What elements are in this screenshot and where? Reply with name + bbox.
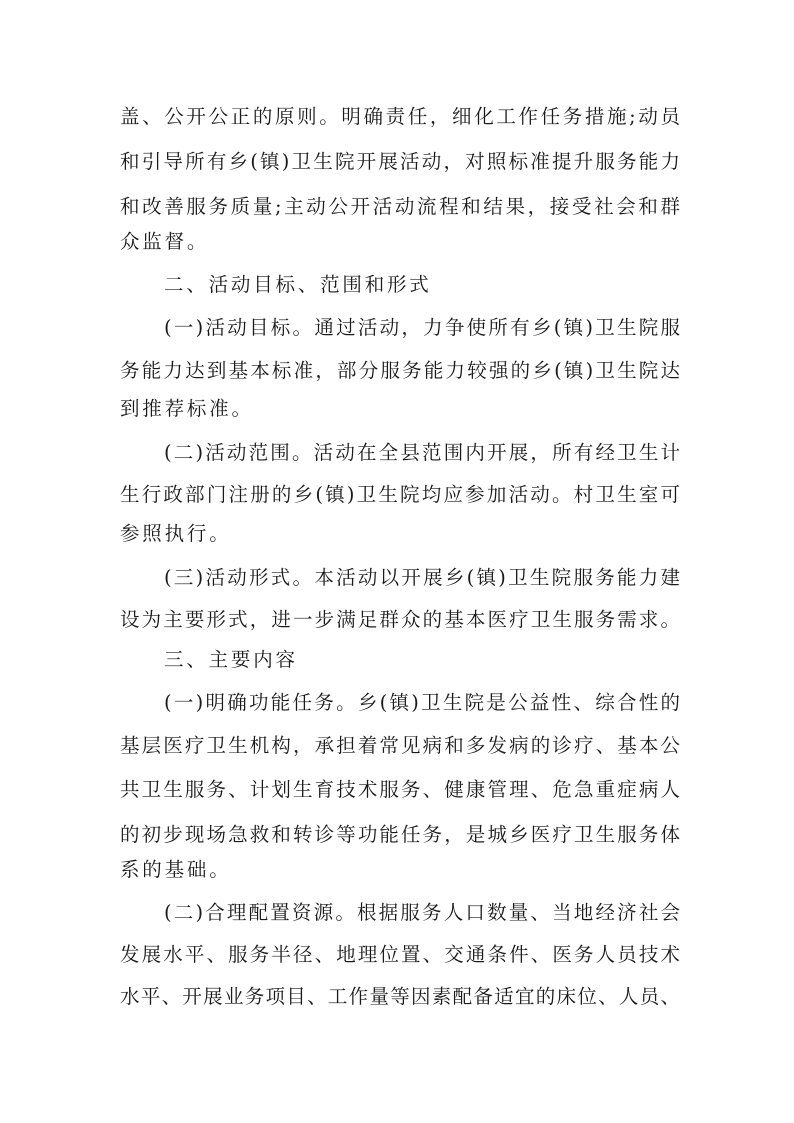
text-line: 设为主要形式，进一步满足群众的基本医疗卫生服务需求。 (120, 608, 680, 631)
text-line: (一)活动目标。通过活动，力争使所有乡(镇)卫生院服 (164, 316, 680, 339)
text-line: 发展水平、服务半径、地理位置、交通条件、医务人员技术 (120, 943, 680, 966)
text-line: 和改善服务质量;主动公开活动流程和结果，接受社会和群 (120, 195, 680, 218)
text-line: 系的基础。 (120, 858, 232, 881)
text-line: (二)活动范围。活动在全县范围内开展，所有经卫生计 (164, 441, 680, 464)
text-line: 到推荐标准。 (120, 397, 254, 420)
text-line: 共卫生服务、计划生育技术服务、健康管理、危急重症病人 (120, 778, 680, 801)
text-line: 参照执行。 (120, 522, 232, 545)
text-line: 务能力达到基本标准，部分服务能力较强的乡(镇)卫生院达 (120, 359, 680, 382)
text-line: 的初步现场急救和转诊等功能任务，是城乡医疗卫生服务体 (120, 823, 680, 846)
text-line: 和引导所有乡(镇)卫生院开展活动，对照标准提升服务能力 (120, 150, 680, 173)
text-line: 生行政部门注册的乡(镇)卫生院均应参加活动。村卫生室可 (120, 483, 680, 506)
text-line: (三)活动形式。本活动以开展乡(镇)卫生院服务能力建 (164, 566, 680, 589)
text-line: (一)明确功能任务。乡(镇)卫生院是公益性、综合性的 (164, 691, 680, 714)
section-heading: 二、活动目标、范围和形式 (164, 273, 432, 296)
text-line: 盖、公开公正的原则。明确责任，细化工作任务措施;动员 (120, 105, 680, 128)
text-line: (二)合理配置资源。根据服务人口数量、当地经济社会 (164, 901, 680, 924)
text-line: 众监督。 (120, 230, 210, 253)
text-line: 基层医疗卫生机构，承担着常见病和多发病的诊疗、基本公 (120, 734, 680, 757)
text-line: 水平、开展业务项目、工作量等因素配备适宜的床位、人员、 (120, 985, 680, 1008)
section-heading: 三、主要内容 (164, 648, 298, 671)
